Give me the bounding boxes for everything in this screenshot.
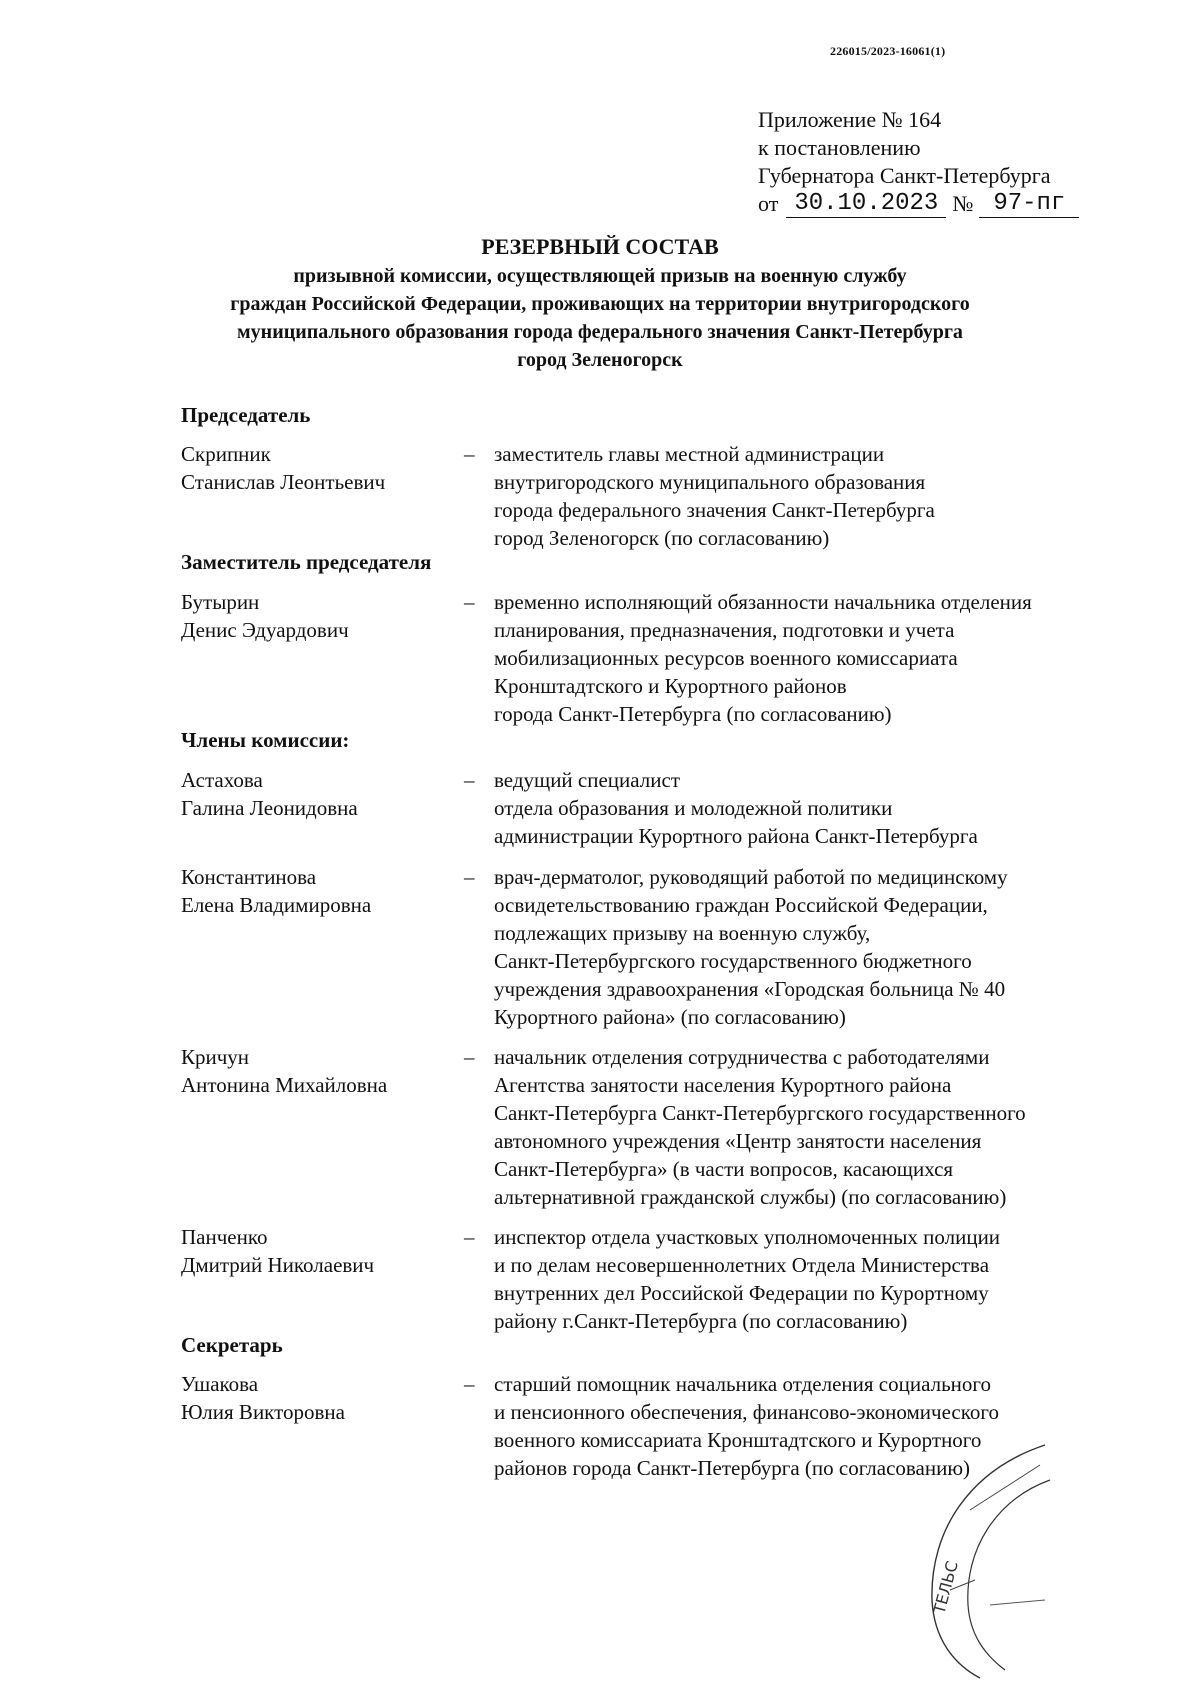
official-stamp xyxy=(910,1440,1060,1680)
decree-date: 30.10.2023 xyxy=(786,191,946,218)
position-description xyxy=(494,588,1134,728)
surname: Бутырин xyxy=(181,590,260,614)
dash: – xyxy=(464,1225,475,1249)
document-title-block xyxy=(150,232,1050,374)
person-name xyxy=(181,863,451,919)
person-name xyxy=(181,1223,451,1279)
person-name xyxy=(181,1043,451,1099)
desc-line: внутренних дел Российской Федерации по Курортному xyxy=(494,1281,989,1305)
section-deputy: Заместитель председателя xyxy=(181,550,432,574)
title-line-2: граждан Российской Федерации, проживающих на территории внутригородского xyxy=(230,293,970,315)
desc-line: ведущий специалист xyxy=(494,768,680,792)
document-title: РЕЗЕРВНЫЙ СОСТАВ xyxy=(481,234,719,259)
section-chairman: Председатель xyxy=(181,403,311,427)
dash: – xyxy=(464,590,475,614)
desc-line: учреждения здравоохранения «Городская больница № 40 xyxy=(494,977,1006,1001)
section-secretary: Секретарь xyxy=(181,1333,283,1357)
position-description xyxy=(494,863,1134,1031)
desc-line: инспектор отдела участковых уполномоченных полиции xyxy=(494,1225,1001,1249)
desc-line: планирования, предназначения, подготовки и учета xyxy=(494,618,955,642)
desc-line: временно исполняющий обязанности начальника отделения xyxy=(494,590,1032,614)
desc-line: и пенсионного обеспечения, финансово-экономического xyxy=(494,1400,999,1424)
desc-line: районов города Санкт-Петербурга (по согласованию) xyxy=(494,1456,971,1480)
desc-line: Курортного района» (по согласованию) xyxy=(494,1005,846,1029)
surname: Кричун xyxy=(181,1045,250,1069)
desc-line: отдела образования и молодежной политики xyxy=(494,796,893,820)
desc-line: альтернативной гражданской службы) (по согласованию) xyxy=(494,1185,1007,1209)
given-names: Антонина Михайловна xyxy=(181,1073,388,1097)
person-name xyxy=(181,588,451,644)
desc-line: Санкт-Петербургского государственного бюджетного xyxy=(494,949,972,973)
given-names: Денис Эдуардович xyxy=(181,618,349,642)
surname: Астахова xyxy=(181,768,263,792)
given-names: Елена Владимировна xyxy=(181,893,372,917)
desc-line: району г.Санкт-Петербурга (по согласованию) xyxy=(494,1309,908,1333)
surname: Скрипник xyxy=(181,442,271,466)
date-prefix: от xyxy=(758,191,779,216)
title-line-1: призывной комиссии, осуществляющей призыв на военную службу xyxy=(293,265,907,287)
desc-line: начальник отделения сотрудничества с работодателями xyxy=(494,1045,990,1069)
number-sign: № xyxy=(952,191,974,216)
desc-line: Агентства занятости населения Курортного района xyxy=(494,1073,952,1097)
desc-line: освидетельствованию граждан Российской Федерации, xyxy=(494,893,988,917)
dash: – xyxy=(464,865,475,889)
title-line-4: город Зеленогорск xyxy=(517,349,683,371)
desc-line: Санкт-Петербурга» (в части вопросов, касающихся xyxy=(494,1157,954,1181)
desc-line: военного комиссариата Кронштадтского и Курортного xyxy=(494,1428,982,1452)
decree-number: 97-пг xyxy=(979,191,1079,218)
desc-line: и по делам несовершеннолетних Отдела Министерства xyxy=(494,1253,990,1277)
position-description xyxy=(494,1043,1134,1211)
surname: Ушакова xyxy=(181,1372,259,1396)
desc-line: города Санкт-Петербурга (по согласованию) xyxy=(494,702,892,726)
person-name xyxy=(181,440,451,496)
position-description xyxy=(494,766,1134,850)
appendix-date-number-line xyxy=(758,190,1079,218)
desc-line: администрации Курортного района Санкт-Петербурга xyxy=(494,824,978,848)
person-name xyxy=(181,1370,451,1426)
desc-line: город Зеленогорск (по согласованию) xyxy=(494,526,830,550)
given-names: Юлия Викторовна xyxy=(181,1400,345,1424)
appendix-line-3: Губернатора Санкт-Петербурга xyxy=(758,163,1051,188)
desc-line: подлежащих призыву на военную службу, xyxy=(494,921,871,945)
dash: – xyxy=(464,768,475,792)
desc-line: Кронштадтского и Курортного районов xyxy=(494,674,847,698)
appendix-block xyxy=(758,106,1079,218)
dash: – xyxy=(464,442,475,466)
desc-line: заместитель главы местной администрации xyxy=(494,442,885,466)
desc-line: Санкт-Петербурга Санкт-Петербургского государственного xyxy=(494,1101,1026,1125)
document-id: 226015/2023-16061(1) xyxy=(830,44,946,58)
given-names: Дмитрий Николаевич xyxy=(181,1253,375,1277)
appendix-line-2: к постановлению xyxy=(758,135,921,160)
given-names: Галина Леонидовна xyxy=(181,796,358,820)
stamp-text: ТЕЛЬС xyxy=(929,1558,962,1617)
desc-line: города федерального значения Санкт-Петербурга xyxy=(494,498,935,522)
section-members: Члены комиссии: xyxy=(181,728,350,752)
position-description xyxy=(494,1223,1134,1335)
desc-line: автономного учреждения «Центр занятости населения xyxy=(494,1129,982,1153)
desc-line: старший помощник начальника отделения социального xyxy=(494,1372,991,1396)
surname: Константинова xyxy=(181,865,317,889)
desc-line: внутригородского муниципального образования xyxy=(494,470,926,494)
dash: – xyxy=(464,1372,475,1396)
position-description xyxy=(494,440,1134,552)
surname: Панченко xyxy=(181,1225,268,1249)
person-name xyxy=(181,766,451,822)
given-names: Станислав Леонтьевич xyxy=(181,470,386,494)
desc-line: врач-дерматолог, руководящий работой по медицинскому xyxy=(494,865,1008,889)
dash: – xyxy=(464,1045,475,1069)
desc-line: мобилизационных ресурсов военного комиссариата xyxy=(494,646,958,670)
appendix-line-1: Приложение № 164 xyxy=(758,107,942,132)
title-line-3: муниципального образования города федерального значения Санкт-Петербурга xyxy=(237,321,963,343)
